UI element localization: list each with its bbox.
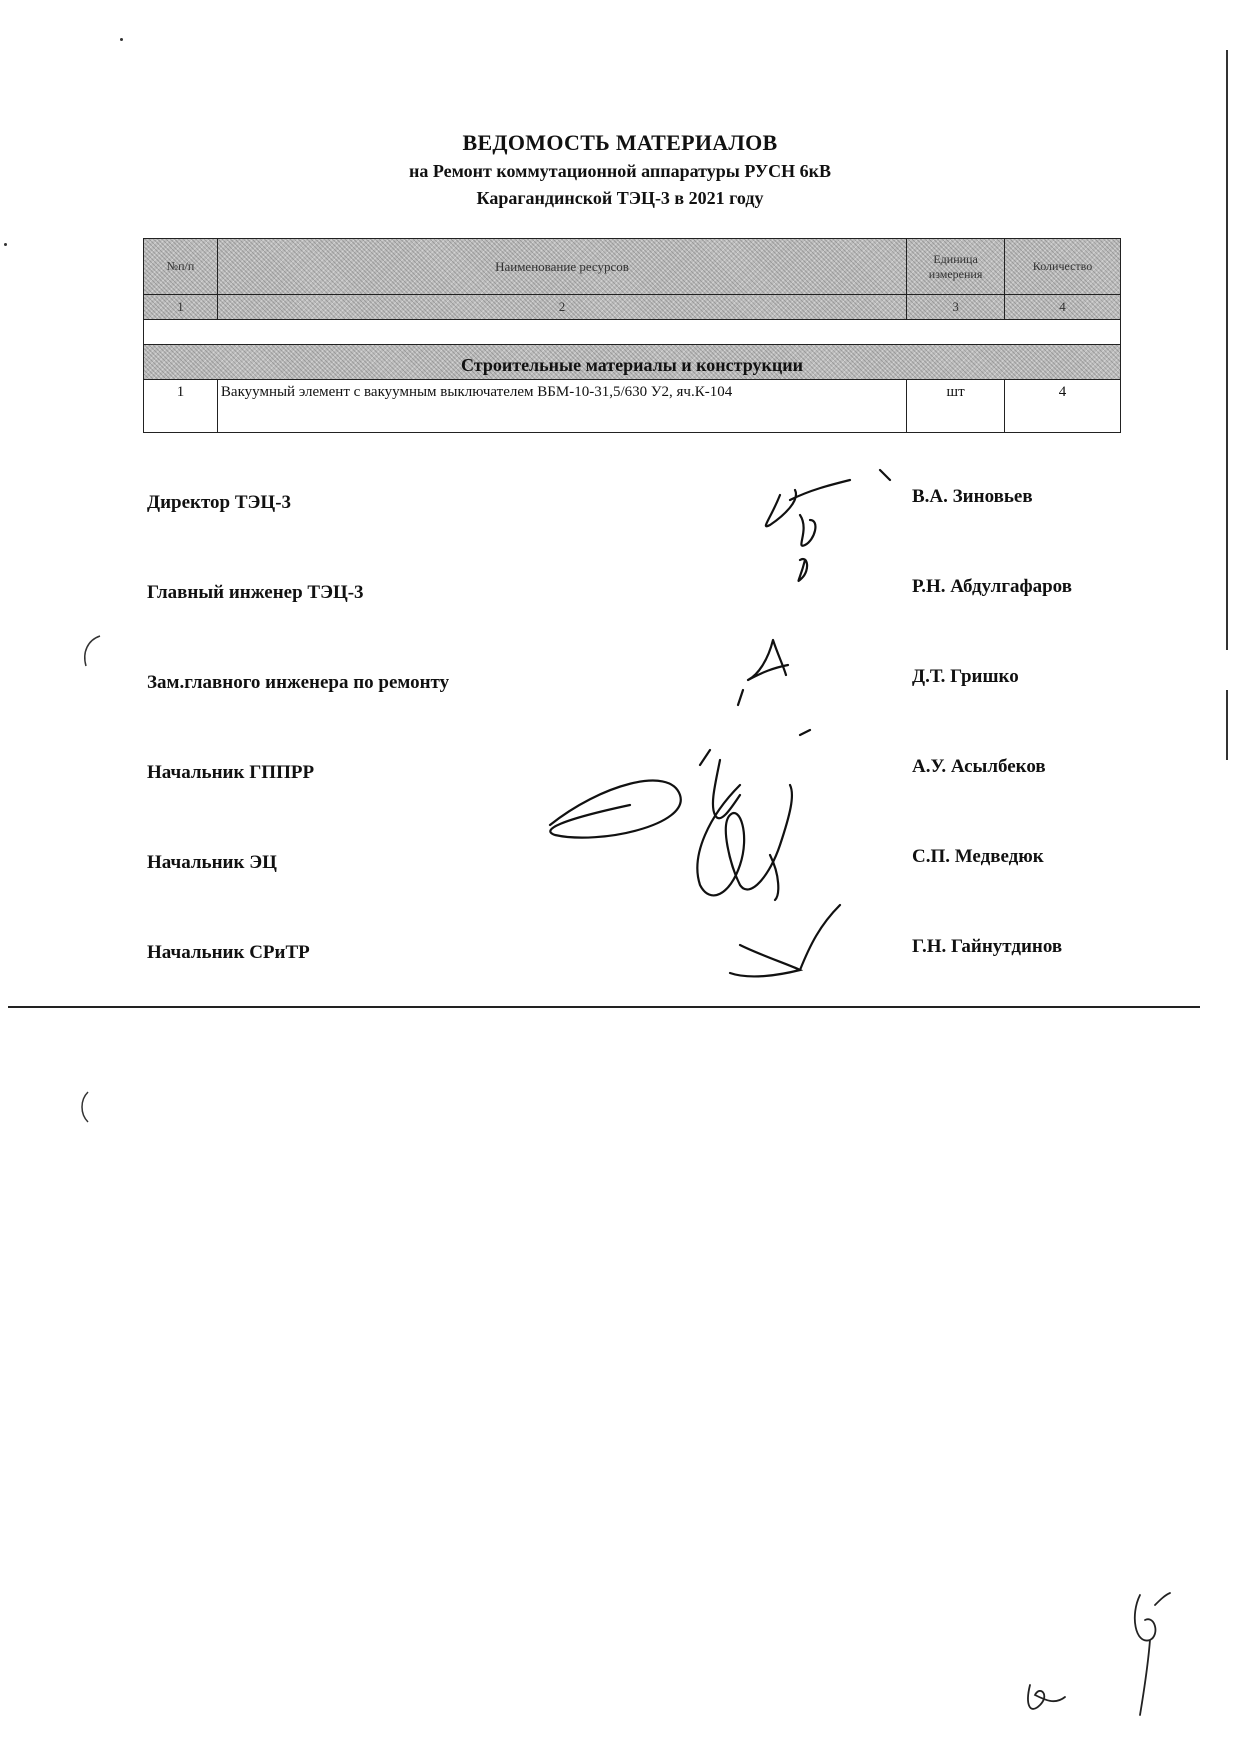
header-unit: Единица измерения <box>907 239 1005 295</box>
handwritten-signature-director <box>740 460 920 600</box>
row-qty: 4 <box>1005 380 1121 433</box>
signature-name-deputy-chief-engineer: Д.Т. Гришко <box>912 666 1019 687</box>
section-title: Строительные материалы и конструкции <box>144 345 1121 380</box>
resources-table <box>143 238 1121 433</box>
blank-cell <box>144 320 1121 345</box>
margin-bracket-mark <box>74 1088 104 1128</box>
handwritten-initials <box>1010 1585 1190 1735</box>
scan-edge-mark <box>1226 50 1228 650</box>
signature-name-head-gpprr: А.У. Асылбеков <box>912 756 1046 777</box>
row-name: Вакуумный элемент с вакуумным выключателем ВБМ-10-31,5/630 У2, яч.К-104 <box>217 380 906 433</box>
header-name: Наименование ресурсов <box>217 239 906 295</box>
signature-position-head-gpprr: Начальник ГППРР <box>147 762 315 783</box>
row-num: 1 <box>144 380 218 433</box>
signature-position-head-sritr: Начальник СРиТР <box>147 942 310 963</box>
signature-name-head-sritr: Г.Н. Гайнутдинов <box>912 936 1063 957</box>
section-row <box>144 345 1121 380</box>
handwritten-signature-heads <box>540 725 870 1005</box>
signature-name-chief-engineer: Р.Н. Абдулгафаров <box>912 576 1072 597</box>
document-title: ВЕДОМОСТЬ МАТЕРИАЛОВ <box>462 130 778 155</box>
column-number: 3 <box>907 295 1005 320</box>
document-subtitle-line2: Карагандинской ТЭЦ-3 в 2021 году <box>476 188 764 208</box>
column-number: 2 <box>217 295 906 320</box>
scan-edge-mark <box>1226 690 1228 760</box>
page-divider <box>8 1006 1200 1008</box>
table-row <box>144 380 1121 433</box>
scan-dot <box>4 243 7 246</box>
signature-name-head-ec: С.П. Медведюк <box>912 846 1044 867</box>
column-number: 1 <box>144 295 218 320</box>
margin-bracket-mark <box>78 632 108 672</box>
header-num: №п/п <box>144 239 218 295</box>
signature-name-director: В.А. Зиновьев <box>912 486 1033 507</box>
column-number-row <box>144 295 1121 320</box>
document-subtitle-line1: на Ремонт коммутационной аппаратуры РУСН 6кВ <box>409 161 831 181</box>
row-unit: шт <box>907 380 1005 433</box>
blank-row <box>144 320 1121 345</box>
signature-position-deputy-chief-engineer: Зам.главного инженера по ремонту <box>147 672 450 693</box>
header-qty: Количество <box>1005 239 1121 295</box>
scan-dot <box>120 38 123 41</box>
column-number: 4 <box>1005 295 1121 320</box>
handwritten-signature-deputy <box>728 630 828 720</box>
document-header <box>0 128 1240 212</box>
signature-position-director: Директор ТЭЦ-3 <box>147 492 292 513</box>
signature-position-head-ec: Начальник ЭЦ <box>147 852 277 873</box>
table-header-row <box>144 239 1121 295</box>
signature-position-chief-engineer: Главный инженер ТЭЦ-3 <box>147 582 364 603</box>
